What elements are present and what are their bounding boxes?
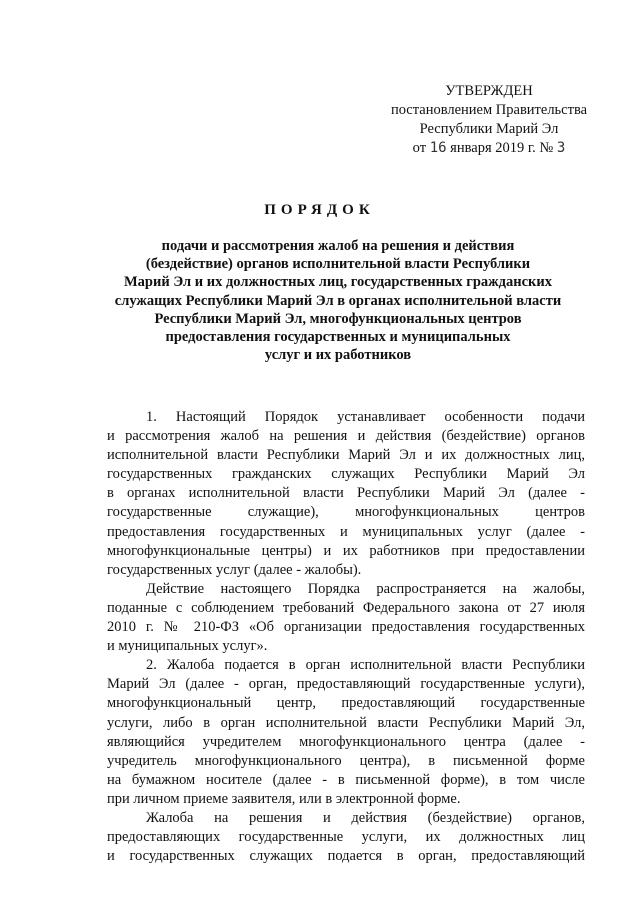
body-line: и государственных служащих подается в орган, предоставляющий — [107, 848, 585, 865]
body-line: предоставляющих государственные услуги, их должностных лиц — [107, 829, 585, 846]
document-title: ПОРЯДОК — [264, 202, 375, 218]
subtitle-line: Республики Марий Эл, многофункциональных центров — [154, 310, 522, 327]
subtitle-line: подачи и рассмотрения жалоб на решения и действия — [161, 238, 515, 254]
approval-line-2: Республики Марий Эл — [419, 121, 559, 137]
subtitle-line: предоставления государственных и муниципальных — [165, 329, 511, 346]
body-line: и рассмотрения жалоб на решения и действия (бездействие) органов — [107, 428, 585, 445]
body-line: 2010 г. № 210-ФЗ «Об организации предоставления государственных — [107, 619, 585, 636]
subtitle-line: служащих Республики Марий Эл в органах исполнительной власти — [114, 292, 562, 309]
body-line: в органах исполнительной власти Республики Марий Эл (далее - — [107, 485, 585, 502]
subtitle-line: услуг и их работников — [264, 347, 412, 364]
body-line: государственные служащие), многофункциональных центров — [107, 504, 585, 521]
body-line: 1. Настоящий Порядок устанавливает особенности подачи — [146, 409, 585, 425]
body-line: Действие настоящего Порядка распространяется на жалобы, — [146, 580, 585, 597]
body-line: являющийся учредителем многофункционального центра (далее - — [107, 733, 585, 750]
subtitle-line: Марий Эл и их должностных лиц, государственных гражданских — [124, 274, 552, 291]
body-line: государственных гражданских служащих Республики Марий Эл — [107, 466, 585, 483]
approval-line-1: постановлением Правительства — [390, 102, 588, 118]
body-line: услуги, либо в орган исполнительной власти Республики Марий Эл, — [107, 714, 585, 731]
body-line: и муниципальных услуг». — [107, 638, 268, 655]
approval-heading: УТВЕРЖДЕН — [445, 83, 533, 99]
approval-stamp — [364, 82, 614, 158]
body-line: предоставления государственных и муниципальных услуг (далее - — [107, 523, 585, 540]
body-line: Жалоба на решения и действия (бездействие) органов, — [146, 809, 585, 826]
body-line: многофункциональный центр, предоставляющий государственные — [107, 695, 585, 712]
document-subtitle — [100, 237, 576, 364]
body-line: Марий Эл (далее - орган, предоставляющий государственные услуги), — [107, 676, 585, 693]
document-body — [107, 408, 585, 866]
approval-date-prefix: от — [412, 140, 427, 156]
body-line: многофункциональные центры) и их работников при предоставлении — [107, 542, 585, 559]
body-line: поданные с соблюдением требований Федерального закона от 27 июля — [107, 599, 585, 616]
body-line: 2. Жалоба подается в орган исполнительной власти Республики — [146, 657, 585, 674]
approval-date-line — [364, 139, 614, 158]
approval-date-suffix: января 2019 г. № — [450, 140, 554, 156]
approval-number: 3 — [556, 140, 566, 156]
body-line: учредитель многофункционального центра), в письменной форме — [107, 752, 585, 769]
approval-day: 16 — [429, 140, 447, 156]
body-line: исполнительной власти Республики Марий Эл и их должностных лиц, — [107, 447, 585, 464]
body-line: на бумажном носителе (далее - в письменной форме), в том числе — [107, 771, 585, 788]
body-line: при личном приеме заявителя, или в электронной форме. — [107, 790, 461, 807]
body-line: государственных услуг (далее - жалобы). — [107, 561, 362, 578]
subtitle-line: (бездействие) органов исполнительной власти Республики — [145, 256, 531, 273]
